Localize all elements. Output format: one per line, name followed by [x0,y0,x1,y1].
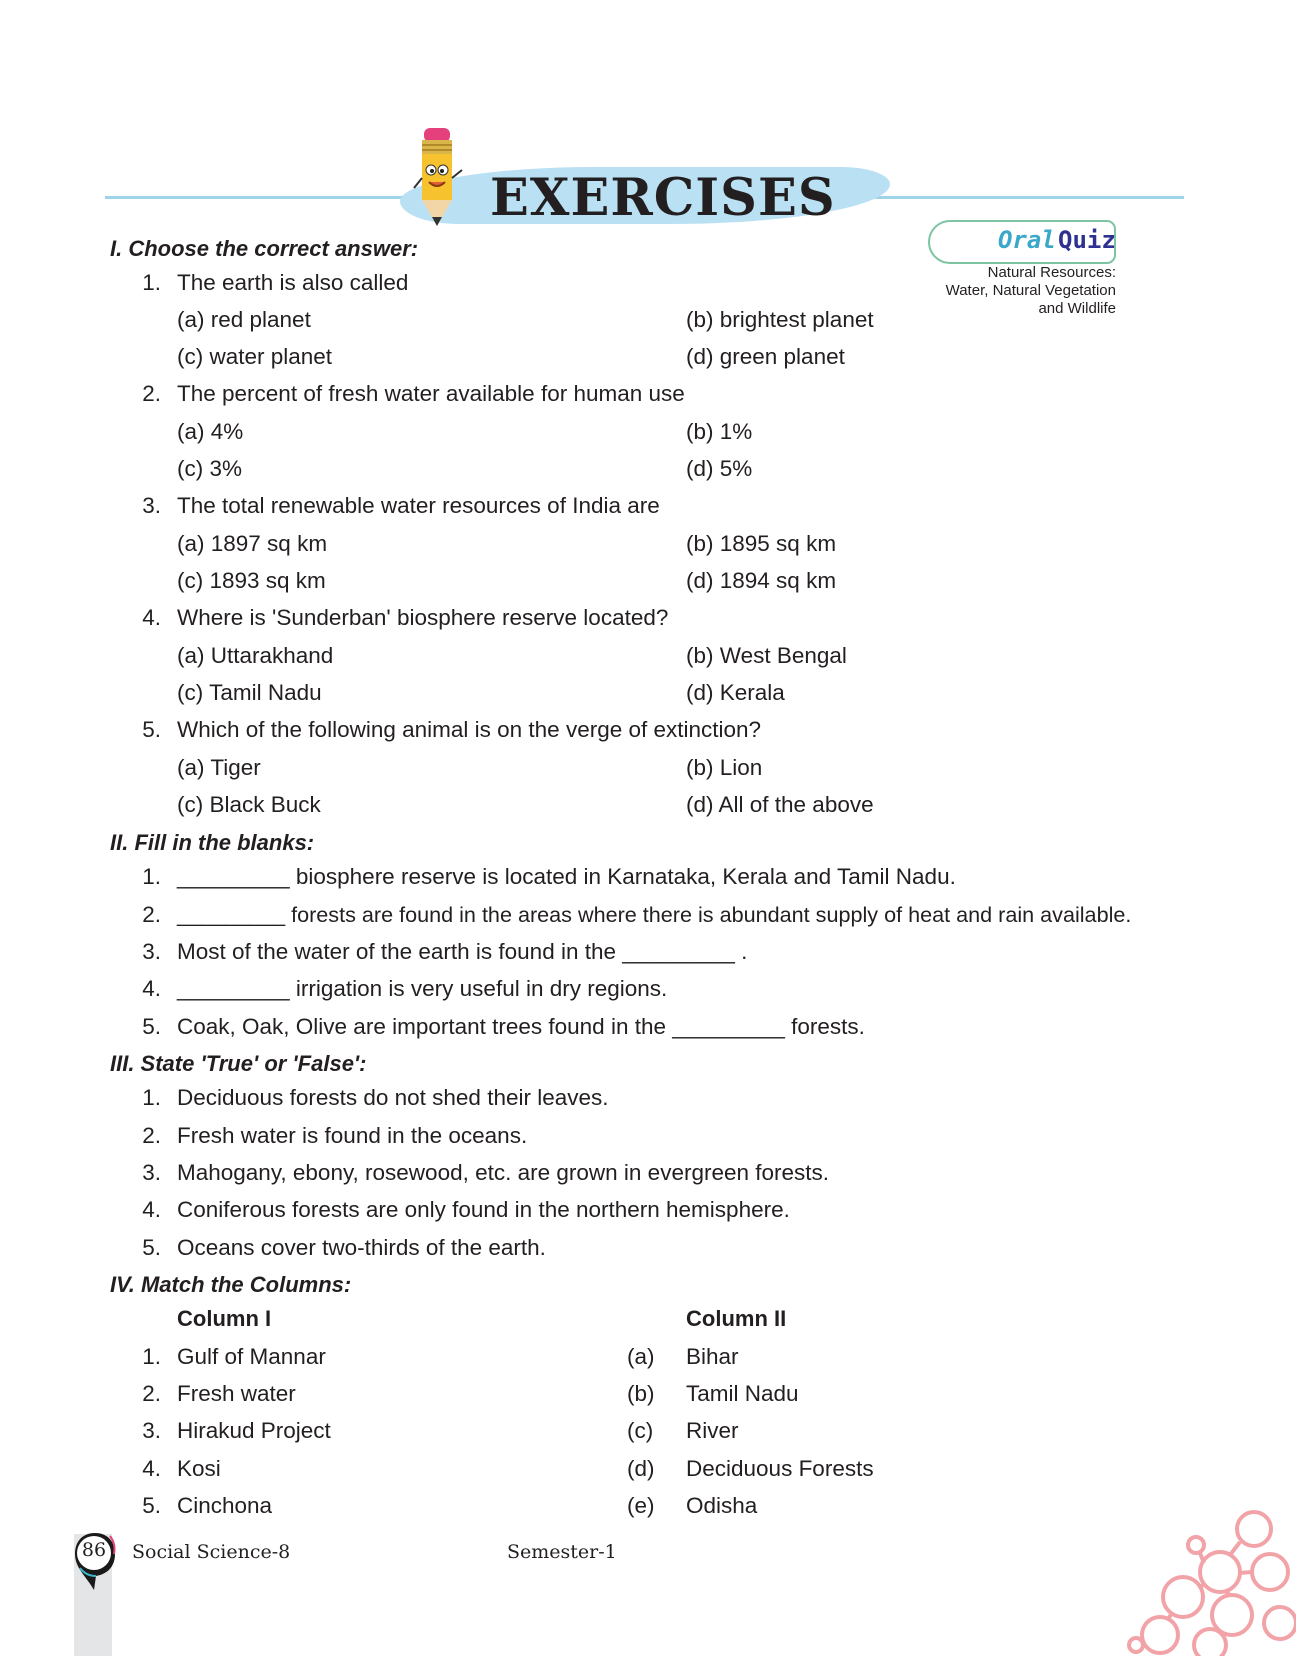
match-right: Deciduous Forests [686,1456,874,1481]
fill-blank-item: _________ irrigation is very useful in dry regions. [177,976,668,1001]
oral-quiz-subtitle: Natural Resources: Water, Natural Vegetation and Wildlife [945,264,1116,317]
option: (a) red planet [177,307,311,332]
match-left: Cinchona [177,1493,273,1518]
match-left: Fresh water [177,1381,296,1406]
true-false-item: Coniferous forests are only found in the northern hemisphere. [177,1197,790,1222]
option: (b) 1895 sq km [686,531,837,556]
option: (c) 3% [177,456,243,481]
fill-blank-item: _________ biosphere reserve is located in Karnataka, Kerala and Tamil Nadu. [177,864,956,889]
match-right: Odisha [686,1493,758,1518]
match-left: Gulf of Mannar [177,1344,326,1369]
option: (a) 4% [177,419,244,444]
fill-blank-item: Coak, Oak, Olive are important trees found in the _________ forests. [177,1014,865,1039]
option: (a) Tiger [177,755,261,780]
item-number: 3. [142,1160,161,1185]
section-heading: IV. Match the Columns: [110,1272,352,1297]
section-heading: I. Choose the correct answer: [110,236,419,261]
section-heading: III. State 'True' or 'False': [110,1051,367,1076]
match-left: Kosi [177,1456,221,1481]
question-text: Where is 'Sunderban' biosphere reserve located? [177,605,669,630]
match-right: Tamil Nadu [686,1381,799,1406]
match-letter: (b) [627,1381,655,1406]
fill-blank-item: _________ forests are found in the areas where there is abundant supply of heat and rain available. [177,902,1132,927]
match-number: 1. [142,1344,161,1369]
match-number: 2. [142,1381,161,1406]
column-1-header: Column I [177,1306,272,1331]
true-false-item: Mahogany, ebony, rosewood, etc. are grown in evergreen forests. [177,1160,830,1185]
page-number: 86 [81,1539,107,1561]
match-number: 3. [142,1418,161,1443]
option: (a) 1897 sq km [177,531,328,556]
option: (a) Uttarakhand [177,643,334,668]
match-left: Hirakud Project [177,1418,331,1443]
item-number: 2. [142,902,161,927]
page-title: EXERCISES [490,168,836,228]
question-text: Which of the following animal is on the verge of extinction? [177,717,762,742]
option: (c) Black Buck [177,792,321,817]
oral-label: Oral [998,226,1056,254]
option: (d) 5% [686,456,753,481]
option: (d) Kerala [686,680,785,705]
semester-label: Semester-1 [507,1541,617,1563]
item-number: 1. [142,1085,161,1110]
match-letter: (d) [627,1456,655,1481]
option: (d) green planet [686,344,845,369]
option: (c) Tamil Nadu [177,680,322,705]
question-text: The total renewable water resources of India are [177,493,660,518]
true-false-item: Fresh water is found in the oceans. [177,1123,528,1148]
question-number: 3. [142,493,161,518]
question-number: 5. [142,717,161,742]
item-number: 1. [142,864,161,889]
match-number: 5. [142,1493,161,1518]
oral-quiz-badge [928,220,1118,320]
item-number: 4. [142,1197,161,1222]
question-number: 2. [142,381,161,406]
question-number: 4. [142,605,161,630]
item-number: 3. [142,939,161,964]
question-text: The percent of fresh water available for human use [177,381,685,406]
item-number: 5. [142,1235,161,1260]
true-false-item: Deciduous forests do not shed their leaves. [177,1085,609,1110]
item-number: 5. [142,1014,161,1039]
option: (c) water planet [177,344,333,369]
question-number: 1. [142,270,161,295]
option: (d) All of the above [686,792,874,817]
match-number: 4. [142,1456,161,1481]
match-right: River [686,1418,739,1443]
match-right: Bihar [686,1344,739,1369]
option: (b) brightest planet [686,307,874,332]
molecule-decoration-icon [1120,1505,1296,1656]
quiz-label: Quiz [1058,226,1116,254]
column-2-header: Column II [686,1306,787,1331]
book-title: Social Science-8 [132,1541,291,1563]
question-text: The earth is also called [177,270,409,295]
item-number: 2. [142,1123,161,1148]
true-false-item: Oceans cover two-thirds of the earth. [177,1235,546,1260]
section-heading: II. Fill in the blanks: [110,830,315,855]
option: (b) 1% [686,419,753,444]
pencil-mascot-icon [412,126,464,230]
option: (b) Lion [686,755,763,780]
option: (c) 1893 sq km [177,568,326,593]
option: (b) West Bengal [686,643,847,668]
match-letter: (a) [627,1344,655,1369]
fill-blank-item: Most of the water of the earth is found in the _________ . [177,939,748,964]
match-letter: (c) [627,1418,654,1443]
option: (d) 1894 sq km [686,568,837,593]
match-letter: (e) [627,1493,655,1518]
item-number: 4. [142,976,161,1001]
